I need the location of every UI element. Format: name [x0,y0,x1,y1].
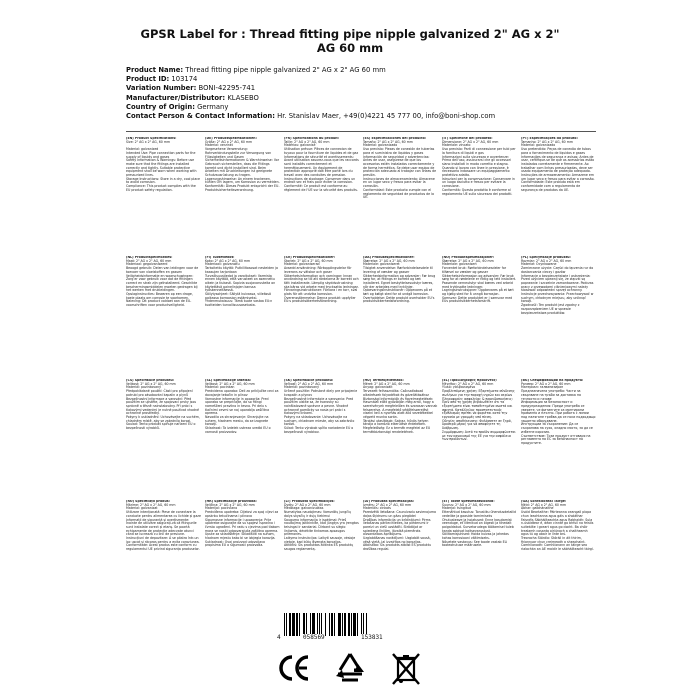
spec-block-text: Izmērs: 2" AG x 2" AG, 60 mm Materiāls: cinkots Paredzētā lietošana: Caurulvadu savienojuma daļas šķidrumu un gāzu piegādei Drošības informācija un brīdinājumi: Pirms lietošanas pārliecinieties, ka piederumi ir pareizi un cieši uzstādīti. Strādājot ar spiediena līnijām, jāvalkā piemērots aizsardzības aprīkojums. Uzglabāšanas norādījumi: Uzglabāt sausā, vēsā vietā, lai izvairītos no korozijas. Atbilstība: Šis produkts atbilst ES produktu drošības regulai. [363,502,437,552]
spec-block-heading: (PT) Especificações do produto: [521,137,578,140]
spec-block-heading: (FR) Spécifications du produit: [284,137,340,140]
info-label: Product ID: [126,75,170,84]
spec-block [442,256,517,379]
info-label: Variation Number: [126,84,197,93]
spec-block-heading: (ET) Toote spetsifikatsioonid: [442,500,495,503]
info-row [126,66,596,75]
spec-block-heading: (EN) Product Specifications: [126,137,177,140]
spec-block-text: Size: 2" AG x 2" AG, 60 mm Material: galvanized Intended Use: Pipe connection parts for the supply of liquids and gases Safety Information & Warnings: Before use make sure that the fittings are installed correctly and tightly. Suitable protective equipment shall be worn when working with pressurized lines. Storage Instructions: Store in a dry, cool place to avoid corrosion. Compliance: This product complies with the EU product safety regulation. [126,139,200,192]
spec-block-text: Rozmiar: 2" AG x 2" AG, 60 mm Materiał: Ocynkowane Zamierzone użycie: Części do łączenia rur do dostarczania cieczy i gazów Informacje o bezpieczeństwie i ostrzeżenia: Przed użyciem upewnij się, że złączki są poprawnie i szczelnie zamontowane. Podczas pracy z przewodami ciśnieniowymi należy stosować odpowiedni sprzęt ochronny. Instrukcje przechowywania: Przechowywać w suchym, chłodnym miejscu, aby uniknąć korozji. Zgodność: Ten produkt jest zgodny z rozporządzeniem UE w sprawie bezpieczeństwa produktów. [521,258,594,315]
spec-block-text: Tamaño: 2" AG x 2" AG, 60 mm Material: galvanizado Uso previsto: Piezas de conexión de tuberías para el suministro de líquidos y gases Información de seguridad y advertencias: Antes de usar, asegúrese de que los accesorios estén instalados correctamente y de forma hermética. Se debe usar equipo de protección adecuado al trabajar con líneas de presión. Instrucciones de almacenamiento: Almacene en un lugar seco y fresco para evitar la corrosión. Conformidad: Este producto cumple con el reglamento de seguridad de productos de la UE. [363,139,437,200]
label-title [0,27,700,55]
info-label: Manufacturer/Distributor: [126,93,226,102]
spec-block-heading: (GA) Sonraíochtaí Táirge: [521,500,567,503]
spec-block [442,137,517,256]
spec-block-text: Mărime: 2" AG x 2" AG, 60 mm Material: galvanizat Utilizare intenționată: Piese de conectare la conducte pentru alimentarea cu lichide și gaze Informații de siguranță și avertismente: Înainte de utilizare asigurați-vă că fitingurile sunt instalate corect și etanș. Se poartă echipamente de protecție adecvate atunci când se lucrează cu linii de presiune. Instrucțiuni de depozitare: A se păstra într-un loc uscat și răcoros pentru a evita coroziunea. Conformitate: Acest produs este conform cu regulamentul UE privind siguranța produselor. [126,502,201,552]
spec-block [521,137,596,256]
title-line-1: GPSR Label for : Thread fitting pipe nipple galvanized 2" AG x 2" [140,27,560,41]
barcode-left-digits: 058569 [303,634,325,641]
spec-block-heading: (HU) Termékjellemzők: [363,379,404,382]
spec-block-text: Suurus: 2" AG x 2" AG, 60 mm Materjal: tsingitud Ettenähtud kasutus: Torustiku ühendusdetailid vedelike ja gaaside tarnimiseks Ohutusteave ja hoiatused: Enne kasutamist veenduge, et liitmikud on õigesti ja tihedalt paigaldatud. Survetorudega töötamisel tuleb kanda sobivat kaitsevarustust. Säilitamisjuhised: Hoida kuivas ja jahedas kohas korrosiooni vältimiseks. Nõuetele vastavus: See toode vastab ELi tooteohutuse määrusele. [442,502,517,548]
spec-block [363,256,438,379]
spec-block [205,500,280,621]
spec-block [205,137,280,256]
spec-block-heading: (IT) Specifiche del prodotto: [442,137,493,140]
spec-block-text: Taille: 2" AG x 2" AG, 60 mm Matériau: galvanisé Utilisation prévue: Pièces de connexion de tuyaux pour la fourniture de liquides et de gaz Informations de sécurité et avertissements: Avant utilisation assurez-vous que les raccords sont installés correctement et hermétiquement. Un équipement de protection approprié doit être porté lors du travail avec des conduites de pression. Instructions de stockage: Conserver dans un endroit sec et frais pour éviter la corrosion. Conformité: Ce produit est conforme au règlement de l'UE sur la sécurité des produits. [284,139,359,192]
info-value: Germany [197,102,229,111]
spec-block-text: Größe: 2" AG x 2" AG, 60 mm Material: verzinkt Vorgesehene Verwendung: Rohrverbindungsteile zur Versorgung von Flüssigkeiten und Gasen Sicherheitsinformationen & Warnhinweise: Vor Gebrauch sicherstellen, dass die Fittings korrekt und dicht installiert sind. Beim Arbeiten mit Druckleitungen ist geeignete Schutzausrüstung zu tragen. Lagerungshinweise: An einem trockenen, kühlen Ort lagern, um Korrosion zu vermeiden. Konformität: Dieses Produkt entspricht der EU-Produktsicherheitsverordnung. [205,139,280,192]
info-row [126,112,596,121]
spec-block [284,500,359,621]
spec-block [205,379,280,500]
info-label: Contact Person & Contact Information: [126,112,275,121]
info-row [126,94,596,103]
info-value: Thread fitting pipe nipple galvanized 2" AG x 2" AG 60 mm [185,66,386,74]
spec-block [205,256,280,379]
spec-block-text: Velikost: 2" AG x 2" AG, 60 mm Material: pocinkan Predvidena uporaba: Deli za priključke cevi za dovajanje tekočin in plinov Varnostne informacije in opozorila: Pred uporabo se prepričajte, da so fitingi nameščeni pravilno in tesno. Pri delu s tlačnimi cevmi se naj uporablja zaščitna oprema. Navodila za shranjevanje: Shranjujte na suhem, hladnem mestu, da se izognete koroziji. Skladnost: Ta izdelek ustreza uredbi EU o varnosti proizvodov. [205,381,279,434]
barcode-bars [284,613,414,636]
spec-block-text: Dimensione: 2" AG x 2" AG, 60 mm Materiale: zincato Uso previsto: Parti di connessione per tubi per la fornitura di liquidi e gas Informazioni sulla sicurezza e avvertenze: Prima dell'uso, assicurarsi che gli accessori siano installati in modo corretto e stagno. Quando si lavora con linee in pressione, è necessario indossare un equipaggiamento protettivo adatto. Istruzioni per la conservazione: Conservare in un luogo asciutto e fresco per evitare la corrosione. Conformità: Questo prodotto è conforme al regolamento UE sulla sicurezza dei prodotti. [442,139,516,196]
spec-block-heading: (FI) Tuotetiedot: [205,256,235,259]
spec-block-heading: (NL) Productspecificaties: [126,256,173,259]
spec-grid [126,137,596,621]
title-line-2: AG 60 mm [316,41,384,55]
spec-block [442,379,517,500]
info-row [126,75,596,84]
recycling-mobius-icon [332,650,368,686]
spec-block-heading: (CS) Specifikace produktu: [126,379,175,382]
spec-block [284,137,359,256]
divider [126,131,596,132]
spec-block [363,379,438,500]
spec-block-heading: (SV) Produktspecifikationer: [284,256,336,259]
spec-block-heading: (ES) Especificaciones del producto: [363,137,427,140]
spec-block-text: Størrelse: 2" AG x 2" AG, 60 mm Materiale: galvanisert Forventet bruk: Rørforbindelsesdeler for tilførsel av væsker og gasser Sikkerhetsinformasjon og advarsler: Før bruk sørg for at rørdelene er riktig og tett installert. Passende verneutstyr skal bæres ved arbeid med trykksatte ledninger. Lagringsinstruksjoner: Oppbevares på et tørt og kjølig sted for å unngå korrosjon. Samsvar: Dette produktet er i samsvar med EUs produktsikkerhetsforskrift. [442,258,517,304]
spec-block [126,500,201,621]
spec-block-text: Размер: 2" AG x 2" AG, 60 mm Материал: галванизиран Предназначена употреба: Части за свързване на тръби за доставка на течности и газове Информация за безопасност и предупреждения: Преди употреба се уверете, че фитингите са монтирани правилно и плътно. При работа с линии под налягане трябва да се носи подходящо защитно оборудване. Инструкции за съхранение: Да се съхранява на сухо, хладно място, за да се избегне корозия. Съответствие: Този продукт отговаря на регламента на ЕС за безопасност на продуктите. [521,381,596,445]
spec-block-heading: (SL) Specifikacije izdelka: [205,379,252,382]
weee-crossed-bin-icon [388,650,424,686]
info-label: Product Name: [126,66,184,74]
info-row [126,84,596,93]
info-value: 103174 [171,75,198,84]
spec-block [126,137,201,256]
spec-block-heading: (DA) Produktspecifikationer: [363,256,415,259]
info-value: BONI-42295-741 [198,84,256,93]
spec-block [363,500,438,621]
spec-block [126,256,201,379]
product-info [126,66,596,121]
spec-block [442,500,517,621]
spec-block [363,137,438,256]
spec-block-heading: (DE) Produktspezifikationen: [205,137,257,140]
spec-block-text: Veličina: 2" AG x 2" AG, 60 mm Materijal: pocinčano Predviđena upotreba: Dijelovi za spoj cijevi za opskrbu tekućinama i plinova Sigurnosne informacije i upozorenja: Prije upotrebe osigurajte da su spojevi ispravno i čvrsto ugrađeni. Pri radu s cjevima pod tlakom mora se nositi odgovarajuća zaštitna oprema. Upute za skladištenje: Skladištiti na suhom, hladnom mjestu kako bi se izbjegla korozija. Sukladnost: Ovaj proizvod udovoljava propisima EU o sigurnosti proizvoda. [205,502,280,548]
spec-block-heading: (SK) Špecifikácie produktu: [284,379,334,382]
info-value: KLASEBO [227,93,259,102]
spec-block-heading: (HR) Specifikacije proizvoda: [205,500,257,503]
info-value: Hr. Stanislav Maer, +49(0)4221 45 777 00, info@boni-shop.com [277,112,496,121]
info-row [126,103,596,112]
spec-block-text: Tamanho: 2" AG x 2" AG, 60 mm Material: galvanizado Uso pretendido: Peças de conexão de tubos para o fornecimento de líquidos e gases Informações de segurança e avisos: Antes de usar, certifique-se de que os acessórios estão instalados corretamente e firmemente. Ao trabalhar com linhas pressurizadas, deve ser usado equipamento de proteção adequado. Instruções de armazenamento: Armazene em um lugar seco e fresco para evitar a corrosão. Conformidade: Este produto está em conformidade com o regulamento de segurança de produtos da UE. [521,139,595,192]
spec-block [126,379,201,500]
spec-block [521,379,596,500]
spec-block-text: Veľkosť: 2" AG x 2" AG, 60 mm Materiál: pozinkovaný Určené použitie: Potrubné diely pre pripojenie kvapalín a plynov Bezpečnostné informácie a varovania: Pred použitím uistite sa, že tvarovky sú nainštalované správne a pevne. Vhodné ochranné pomôcky sa nosia pri práci s tlakovými linkami. Pokyny na skladovanie: Uchovávajte na suchom, chladnom mieste, aby sa zabránilo korózii. Súlad: Tento výrobok spĺňa nariadenie EÚ o bezpečnosti výrobkov. [284,381,358,434]
spec-block-heading: (RO) Specificații produs: [126,500,170,503]
spec-block-heading: (PL) Specyfikacje produktu: [521,256,571,259]
info-label: Country of Origin: [126,102,195,111]
spec-block-text: Velikost: 2" AG x 2" AG, 60 mm Materiál: pozinkovaný Předpokládané použití: Části pro připojení potrubí pro zásobování kapalin a plynů Bezpečnostní informace a varování: Před použitím se ujistěte, že spojovací prvky jsou správně a těsně nainstalovány. Při práci s tlakovými vedeními je nutné používat vhodné ochranné prostředky. Pokyny k uskladnění: Uchovávejte na suchém, chladném místě, aby se zabránilo korozi. Soulad: Tento produkt splňuje nařízení EU o bezpečnosti výrobků. [126,381,200,431]
spec-block-heading: (NO) Produktspesifikasjoner: [442,256,495,259]
spec-block [521,500,596,621]
barcode-bar [367,613,368,636]
ce-mark-icon [276,650,312,686]
spec-block-heading: (LT) Produkto specifikacijos: [284,500,335,503]
barcode-right-digits: 153831 [361,634,383,641]
spec-block-text: Koko: 2" AG x 2" AG, 60 mm Materiaali: galvanoitu Tarkoitettu käyttö: Putkiliitososat nesteiden ja kaasujen tarjontaan Turvallisuustiedot ja varoitukset: Varmista ennen käyttöä, että varusteet on asennettu oikein ja tiukasti. Sopivia suojavarusteita on käytettävä painelinjojen kanssa työskenneltäessä. Säilytysohjeet: Säilytä kuivassa, viileässä paikassa korroosion estämiseksi. Yhdenmukaisuus: Tämä tuote vastaa EU:n tuotteiden turvallisuusasetusta. [205,258,278,308]
spec-block [521,256,596,379]
spec-block-text: Storlek: 2" AG x 2" AG, 60 mm Material: galvaniserad Avsedd användning: Rörkopplingsdelar för leverans av vätskor och gaser Säkerhetsinformation och varningar: Innan användning se till att rördelarna är korrekt och tätt installerade. Lämplig skyddsutrustning ska bäras vid arbete med trycksatta ledningar. Förvaringsinstruktioner: Förvara i en torr, sval plats för att undvika korrosion. Överensstämmelse: Denna produkt uppfyller EU:s produktsäkerhetsförordning. [284,258,359,304]
spec-block-text: Méid: 2" AG x 2" AG, 60 mm Ábhar: galbhánaithe Úsáid Beartaithe: Páirteanna ceangail píopa chun leachtanna agus gáis a sholáthar Faisnéis Sábháilteachta agus Rabhaidh: Sula n-úsáidtear é, déan cinnte go bhfuil na feistis suiteáilte i gceart agus go docht. Ba chóir trealamh cosanta oiriúnach a chaitheamh agus tú ag obair le línte brú. Treoracha Stórála: Stóráil in áit thirim, fhionnuar chun creimeadh a sheachaint. Comhlíonadh: Comhlíonann an táirge seo rialachán an AE maidir le sábháilteacht táirgí. [521,502,594,552]
spec-block [284,256,359,379]
spec-block-text: Maat: 2" AG x 2" AG, 60 mm Materiaal: gegalvaniseerd Beoogd gebruik: Delen van leidingen voor de toevoer van vloeistoffen en gassen Veiligheidsinformatie en waarschuwingen: Zorg er voor gebruik voor dat de fittingen correct en strak zijn geïnstalleerd. Geschikte beschermingsmiddelen moeten gedragen bij het werken met drukleidingen. Opslaginstructies: Bewaren op een droge, koele plaats om corrosie te voorkomen. Naleving: Dit product voldoet aan de EU-voorschriften voor productveiligheid. [126,258,199,308]
spec-block-heading: (EL) Προδιαγραφές προϊόντος: [442,379,497,382]
spec-block-text: Méret: 2" AG x 2" AG, 60 mm Anyag: galvanizált Tervezett felhasználás: Csőcsatlakozó alkatrészek folyadékok és gázellátásához Biztonsági információk és figyelmeztetések: Használat előtt győződjön meg arról, hogy a szerelvények megfelelően és szorosan vannak felszerelve. A megfelelő védőfelszerelést viselni kell a nyomás alatt álló vezetékekkel végzett munka során. Tárolási utasítások: Száraz, hűvös helyen tárolja a korrózió elkerülése érdekében. Megfelelőség: Ez a termék megfelel az EU termékbiztonsági rendeletének. [363,381,438,434]
spec-block-text: Størrelse: 2" AG x 2" AG, 60 mm Materiale: galvaniseret Tilsigtet anvendelse: Rørforbindelsesdele til levering af væsker og gasser Sikkerhedsinformation og advarsler: Før brug sørg for, at fittings er korrekt og tæt installeret. Egnet beskyttelsesudstyr bæres, når der arbejdes med tryklinjer. Opbevaringsinstruktioner: Opbevares på et tørt og køligt sted for at undgå korrosion. Overholdelse: Dette produkt overholder EU's produktsikkerhedsforordning. [363,258,436,304]
compliance-symbols [276,650,426,690]
ean-barcode [279,613,421,643]
barcode-lead-digit: 4 [277,634,281,641]
spec-block-text: Μέγεθος: 2" AG x 2" AG, 60 mm Υλικό: γαλβανισμένο Προβλεπόμενη χρήση: Εξαρτήματα σύνδεσης σωλήνων για την παροχή υγρών και αερίων Πληροφορίες ασφαλείας & προειδοποιήσεις: Πριν από τη χρήση βεβαιωθείτε ότι τα εξαρτήματα είναι τοποθετημένα σωστά και σφιχτά. Κατάλληλος προστατευτικός εξοπλισμός πρέπει να φοριέται κατά την εργασία με γραμμές υπό πίεση. Οδηγίες αποθήκευσης: Φυλάσσετε σε ξηρό, δροσερό μέρος για να αποφύγετε τη διάβρωση. Συμμόρφωση: Αυτό το προϊόν συμμορφώνεται με τον κανονισμό της ΕΕ για την ασφάλεια των προϊόντων. [442,381,516,442]
spec-block-heading: (BG) Спецификации на продукта: [521,379,584,382]
spec-block-heading: (LV) Produkta specifikācijas: [363,500,414,503]
spec-block-text: Dydis: 2" AG x 2" AG, 60 mm Medžiaga: galvanizuotas Numatytas naudojimas: Vamzdžių jungčių dalys skysčių ir dujų tiekimui Saugumo informacija ir įspėjimai: Prieš naudojimą įsitikinkite, kad jungtys yra įrengtos teisingai ir sandariai. Dirbant su slėgio linijomis, dėvėkite tinkamas apsaugos priemones. Laikymo instrukcijos: Laikyti sausoje, vėsioje vietoje, kad būtų išvengta korozijos. Atitiktis: Šis produktas atitinka ES produktų saugos reglamentą. [284,502,359,552]
spec-block [284,379,359,500]
